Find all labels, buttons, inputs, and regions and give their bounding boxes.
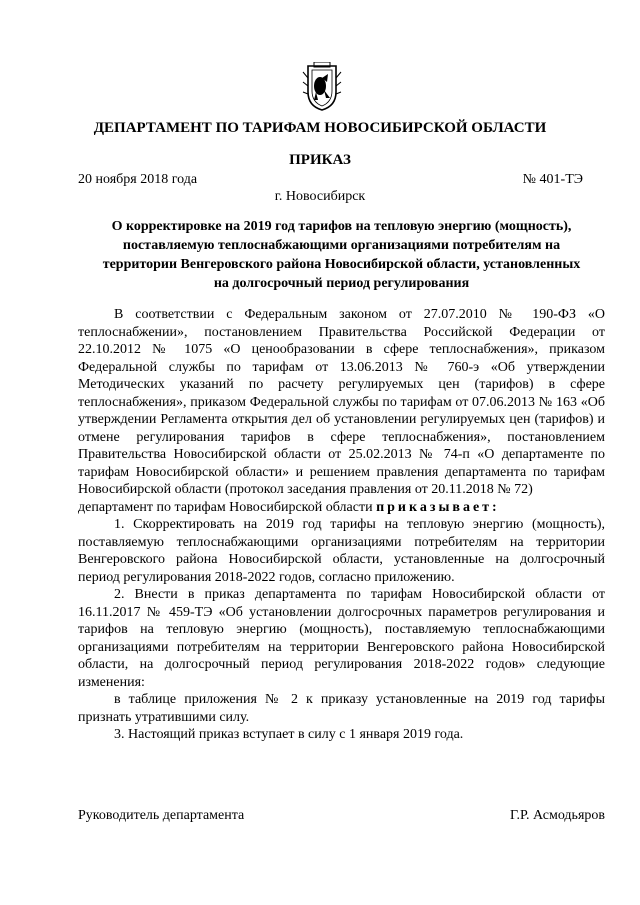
orders-line: [78, 499, 605, 517]
city: г. Новосибирск: [274, 189, 366, 204]
order-number: № 401-ТЭ: [522, 172, 583, 187]
order-body: [78, 306, 605, 744]
subject-line: территории Венгеровского района Новосибирской области, установленных: [102, 257, 581, 272]
orders-keyword: приказывает:: [376, 499, 500, 515]
subject-line: на долгосрочный период регулирования: [213, 276, 470, 291]
novosibirsk-coat-of-arms-icon: [300, 62, 344, 112]
order-date: 20 ноября 2018 года: [78, 172, 198, 187]
department-title: ДЕПАРТАМЕНТ ПО ТАРИФАМ НОВОСИБИРСКОЙ ОБЛАСТИ: [93, 120, 547, 136]
subject-line: поставляемую теплоснабжающими организациями потребителям на: [122, 238, 561, 253]
preamble: В соответствии с Федеральным законом от 27.07.2010 № 190-ФЗ «О теплоснабжении», постановлением Правительства Российской Федерации от 22.10.2012 № 1075 «О ценообразовании в сфере теплоснабжения», приказом Федеральной службы по тарифам от 13.06.2013 № 760-э «Об утверждении Методических указаний по расчету регулируемых цен (тарифов) в сфере теплоснабжения», приказом Федеральной службы по тарифам от 07.06.2013 № 163 «Об утверждении Регламента открытия дел об установлении регулируемых цен (тарифов) и отмене регулирования тарифов в сфере теплоснабжения», постановлением Правительства Новосибирской области от 25.02.2013 № 74-п «О департаменте по тарифам Новосибирской области» и решением правления департамента по тарифам Новосибирской области (протокол заседания правления от 20.11.2018 № 72): [78, 307, 605, 497]
order-subject: [78, 217, 605, 293]
document-type: ПРИКАЗ: [289, 152, 351, 168]
signatory-position: Руководитель департамента: [78, 808, 245, 823]
subject-line: О корректировке на 2019 год тарифов на тепловую энергию (мощность),: [111, 219, 572, 234]
signatory-name: Г.Р. Асмодьяров: [509, 808, 605, 823]
orders-prefix: департамент по тарифам Новосибирской области: [78, 499, 373, 515]
item-3: 3. Настоящий приказ вступает в силу с 1 января 2019 года.: [114, 727, 464, 742]
item-1: 1. Скорректировать на 2019 год тарифы на тепловую энергию (мощность), поставляемую теплоснабжающими организациями потребителям на территории Венгеровского района Новосибирской области, установленные на долгосрочный период регулирования 2018-2022 годов, согласно приложению.: [78, 517, 605, 585]
item-2-subitem: в таблице приложения № 2 к приказу установленные на 2019 год тарифы признать утратившими силу.: [78, 692, 605, 725]
item-2: 2. Внести в приказ департамента по тарифам Новосибирской области от 16.11.2017 № 459-ТЭ «Об установлении долгосрочных параметров регулирования и тарифов на тепловую энергию (мощность), поставляемую теплоснабжающими организациями потребителям на территории Венгеровского района Новосибирской области, на долгосрочный период регулирования 2018-2022 годов» следующие изменения:: [78, 587, 605, 690]
